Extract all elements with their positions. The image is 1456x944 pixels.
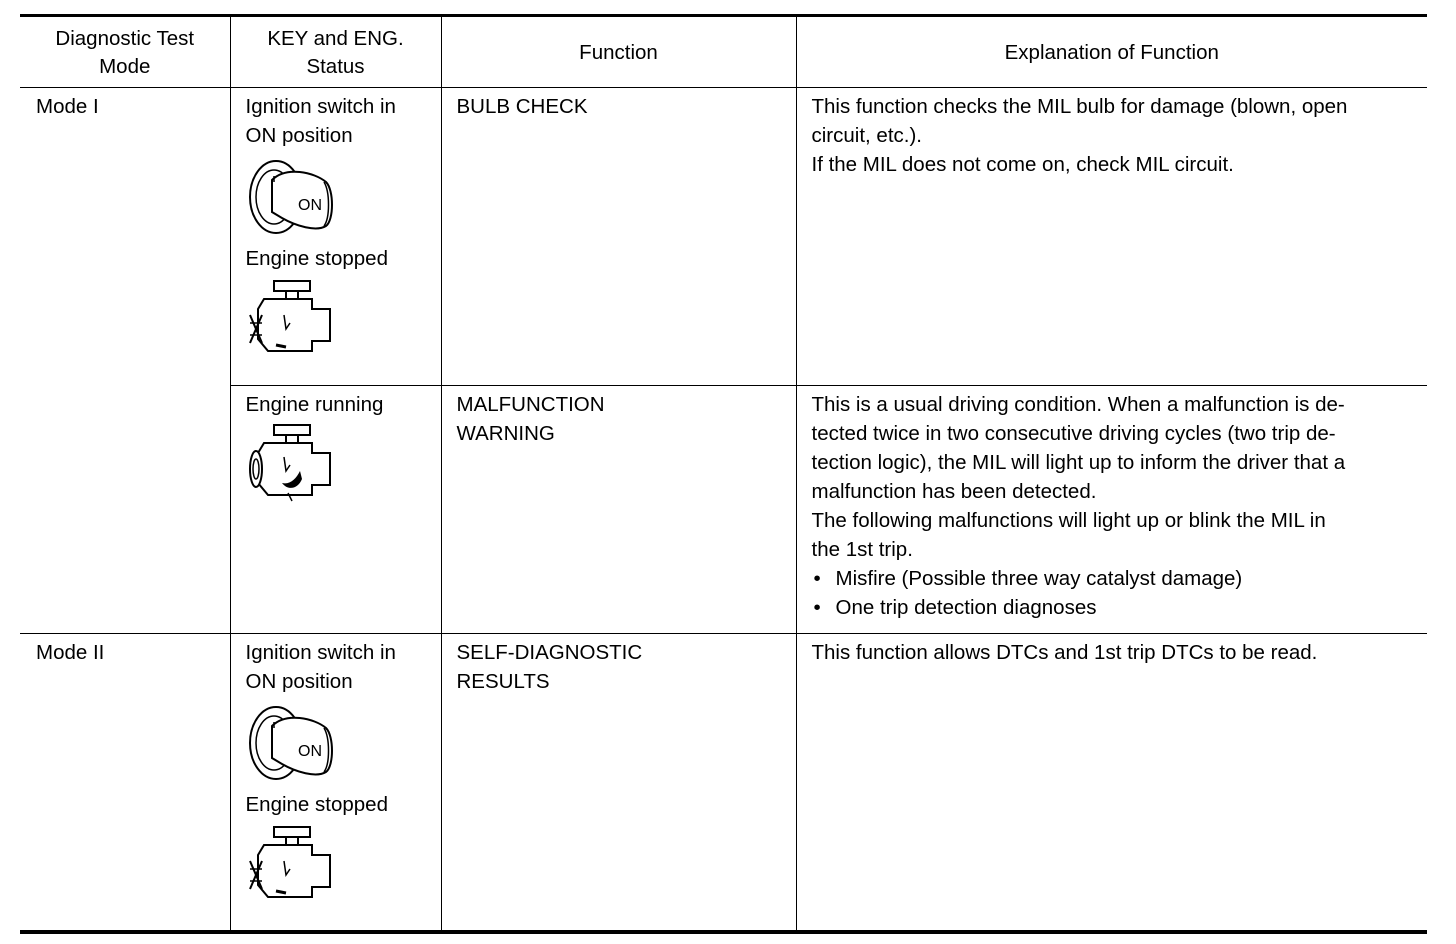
function-name: BULB CHECK	[456, 95, 588, 118]
function-cell	[441, 386, 796, 634]
diagnostic-mode-table	[20, 14, 1427, 934]
engine-status-text: Engine stopped	[245, 247, 388, 270]
bullet-icon: •	[813, 596, 821, 619]
status-cell	[230, 386, 441, 634]
function-name: SELF-DIAGNOSTIC	[456, 641, 643, 664]
ignition-key-on-icon	[246, 698, 338, 788]
mode-cell	[20, 88, 230, 634]
engine-stopped-icon	[246, 821, 338, 903]
table-row	[20, 634, 1427, 933]
engine-stopped-icon	[246, 275, 338, 357]
key-status-text: ON position	[245, 124, 353, 147]
header-function: Function	[441, 16, 796, 88]
engine-status-text: Engine running	[245, 393, 384, 416]
key-status-text: ON position	[245, 670, 353, 693]
header-explanation: Explanation of Function	[796, 16, 1427, 88]
status-cell	[230, 634, 441, 933]
function-name: MALFUNCTION	[456, 393, 605, 416]
header-key-eng-status: KEY and ENG. Status	[230, 16, 441, 88]
table-header-row	[20, 16, 1427, 88]
bullet-icon: •	[813, 567, 821, 590]
table-row	[20, 88, 1427, 386]
function-cell	[441, 88, 796, 386]
key-icon-label: ON	[297, 743, 322, 760]
function-name: WARNING	[456, 422, 555, 445]
function-cell	[441, 634, 796, 933]
mode-label: Mode II	[36, 641, 105, 664]
engine-status-text: Engine stopped	[245, 793, 388, 816]
ignition-key-on-icon	[246, 152, 338, 242]
key-status-text: Ignition switch in	[245, 95, 396, 118]
header-diagnostic-test-mode: Diagnostic Test Mode	[20, 16, 230, 88]
diagnostic-mode-table-container	[20, 14, 1427, 934]
mode-cell	[20, 634, 230, 933]
status-cell	[230, 88, 441, 386]
engine-running-icon	[246, 421, 338, 505]
key-icon-label: ON	[297, 197, 322, 214]
function-name: RESULTS	[456, 670, 550, 693]
list-item: • One trip detection diagnoses	[812, 593, 1420, 622]
key-status-text: Ignition switch in	[245, 641, 396, 664]
list-item: • Misfire (Possible three way catalyst damage)	[812, 564, 1420, 593]
explanation-cell: This function checks the MIL bulb for damage (blown, open circuit, etc.). If the MIL does not come on, check MIL circuit.	[796, 88, 1427, 386]
table-row	[20, 386, 1427, 634]
explanation-cell: This function allows DTCs and 1st trip DTCs to be read.	[796, 634, 1427, 933]
explanation-cell: This is a usual driving condition. When a malfunction is de- tected twice in two consecutive driving cycles (two trip de- tection logic), the MIL will light up to inform the driver that a malfunction has been detected. The following malfunctions will light up or blink the MIL in the 1st trip. • Misfire (Possible three way catalyst damage) • One trip detection diagnoses	[796, 386, 1427, 634]
mode-label: Mode I	[36, 95, 99, 118]
